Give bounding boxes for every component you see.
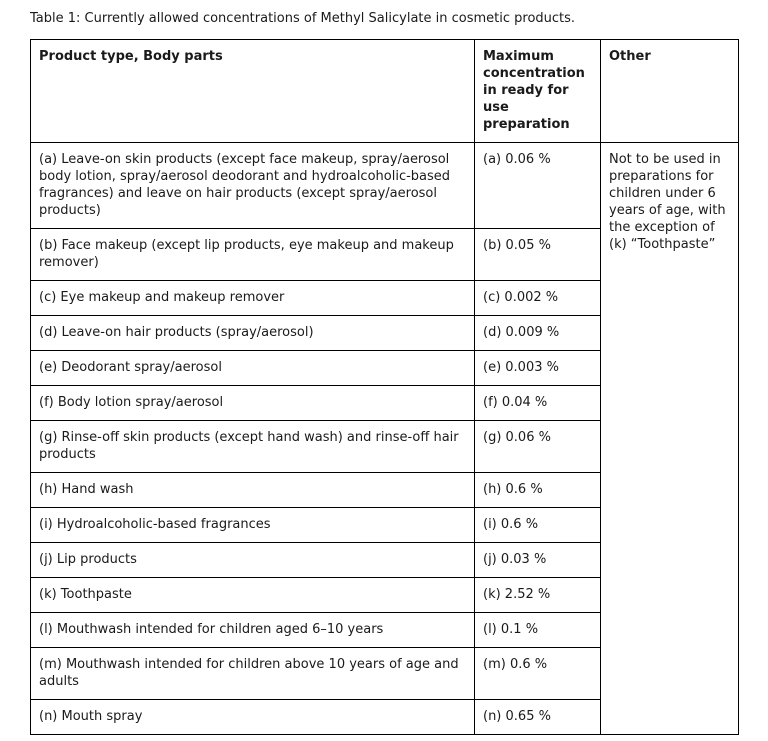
product-cell: (d) Leave-on hair products (spray/aerosol) — [31, 316, 475, 351]
other-note-cell: Not to be used in preparations for children under 6 years of age, with the exception of (k) “Toothpaste” — [601, 143, 739, 735]
product-cell: (m) Mouthwash intended for children above 10 years of age and adults — [31, 648, 475, 700]
header-row — [31, 40, 739, 143]
concentration-cell: (e) 0.003 % — [475, 351, 601, 386]
product-cell: (b) Face makeup (except lip products, eye makeup and makeup remover) — [31, 229, 475, 281]
concentration-cell: (g) 0.06 % — [475, 421, 601, 473]
table-caption: Table 1: Currently allowed concentrations of Methyl Salicylate in cosmetic products. — [30, 11, 576, 26]
concentration-cell: (f) 0.04 % — [475, 386, 601, 421]
concentration-cell: (l) 0.1 % — [475, 613, 601, 648]
product-cell: (j) Lip products — [31, 543, 475, 578]
product-cell: (g) Rinse-off skin products (except hand wash) and rinse-off hair products — [31, 421, 475, 473]
concentration-cell: (d) 0.009 % — [475, 316, 601, 351]
concentration-cell: (b) 0.05 % — [475, 229, 601, 281]
concentration-cell: (m) 0.6 % — [475, 648, 601, 700]
product-cell: (n) Mouth spray — [31, 700, 475, 735]
header-other: Other — [601, 40, 739, 143]
concentration-cell: (c) 0.002 % — [475, 281, 601, 316]
concentration-cell: (a) 0.06 % — [475, 143, 601, 229]
product-cell: (h) Hand wash — [31, 473, 475, 508]
concentration-cell: (k) 2.52 % — [475, 578, 601, 613]
product-cell: (l) Mouthwash intended for children aged 6–10 years — [31, 613, 475, 648]
product-cell: (k) Toothpaste — [31, 578, 475, 613]
concentration-cell: (n) 0.65 % — [475, 700, 601, 735]
product-cell: (i) Hydroalcoholic-based fragrances — [31, 508, 475, 543]
header-product-type: Product type, Body parts — [31, 40, 475, 143]
product-cell: (a) Leave-on skin products (except face makeup, spray/aerosol body lotion, spray/aerosol deodorant and hydroalcoholic-based fragrances) and leave on hair products (except spray/aerosol products) — [31, 143, 475, 229]
header-max-concentration: Maximum concentration in ready for use preparation — [475, 40, 601, 143]
table-row-a — [31, 143, 739, 229]
concentration-cell: (j) 0.03 % — [475, 543, 601, 578]
product-cell: (e) Deodorant spray/aerosol — [31, 351, 475, 386]
concentration-table — [30, 39, 739, 735]
product-cell: (c) Eye makeup and makeup remover — [31, 281, 475, 316]
product-cell: (f) Body lotion spray/aerosol — [31, 386, 475, 421]
concentration-cell: (h) 0.6 % — [475, 473, 601, 508]
concentration-cell: (i) 0.6 % — [475, 508, 601, 543]
